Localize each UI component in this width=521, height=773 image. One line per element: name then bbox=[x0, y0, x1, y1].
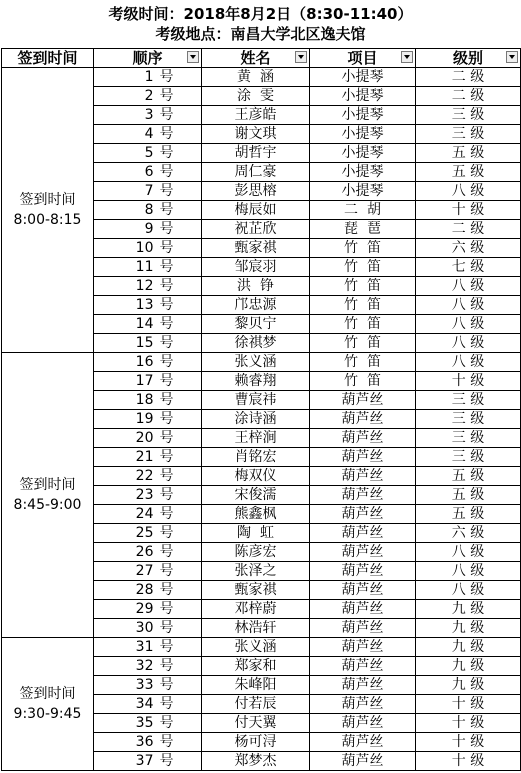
item-cell[interactable]: 二 胡 bbox=[310, 201, 416, 220]
order-number: 28 bbox=[135, 581, 154, 598]
order-cell[interactable] bbox=[94, 467, 202, 486]
exam-schedule-table bbox=[1, 48, 521, 771]
order-number: 24 bbox=[135, 505, 154, 522]
order-suffix: 号 bbox=[159, 87, 174, 104]
name-cell[interactable]: 谢文琪 bbox=[202, 125, 310, 144]
checkin-label: 签到时间 bbox=[19, 686, 76, 702]
order-number: 5 bbox=[144, 144, 154, 161]
name-cell[interactable]: 王彦皓 bbox=[202, 106, 310, 125]
order-number: 11 bbox=[135, 258, 154, 275]
order-number: 9 bbox=[144, 220, 154, 237]
name-cell[interactable]: 邝忠源 bbox=[202, 296, 310, 315]
order-number: 7 bbox=[144, 182, 154, 199]
order-suffix: 号 bbox=[159, 296, 174, 313]
order-suffix: 号 bbox=[159, 125, 174, 142]
order-cell[interactable] bbox=[94, 638, 202, 657]
name-cell[interactable]: 张泽之 bbox=[202, 562, 310, 581]
name-cell[interactable]: 周仁豪 bbox=[202, 163, 310, 182]
order-suffix: 号 bbox=[159, 733, 174, 750]
order-suffix: 号 bbox=[159, 429, 174, 446]
order-cell[interactable] bbox=[94, 125, 202, 144]
order-suffix: 号 bbox=[159, 619, 174, 636]
level-cell[interactable]: 五 级 bbox=[416, 144, 521, 163]
item-cell[interactable]: 葫芦丝 bbox=[310, 467, 416, 486]
order-cell[interactable] bbox=[94, 334, 202, 353]
table-row bbox=[2, 68, 521, 87]
order-suffix: 号 bbox=[159, 657, 174, 674]
name-cell[interactable]: 甄家祺 bbox=[202, 581, 310, 600]
item-cell[interactable]: 葫芦丝 bbox=[310, 657, 416, 676]
level-cell[interactable]: 八 级 bbox=[416, 315, 521, 334]
order-cell[interactable] bbox=[94, 714, 202, 733]
order-suffix: 号 bbox=[159, 467, 174, 484]
item-cell[interactable]: 小提琴 bbox=[310, 163, 416, 182]
name-cell[interactable]: 郑家和 bbox=[202, 657, 310, 676]
order-suffix: 号 bbox=[159, 277, 174, 294]
checkin-label: 签到时间 bbox=[19, 192, 76, 208]
order-cell[interactable] bbox=[94, 239, 202, 258]
level-cell[interactable]: 五 级 bbox=[416, 467, 521, 486]
order-number: 26 bbox=[135, 543, 154, 560]
order-suffix: 号 bbox=[159, 201, 174, 218]
name-cell[interactable]: 郑梦杰 bbox=[202, 752, 310, 771]
order-number: 25 bbox=[135, 524, 154, 541]
level-cell[interactable]: 二 级 bbox=[416, 220, 521, 239]
table-row bbox=[2, 353, 521, 372]
level-cell[interactable]: 十 级 bbox=[416, 714, 521, 733]
order-cell[interactable] bbox=[94, 277, 202, 296]
name-cell[interactable]: 张义涵 bbox=[202, 638, 310, 657]
order-number: 6 bbox=[144, 163, 154, 180]
level-cell[interactable]: 八 级 bbox=[416, 296, 521, 315]
order-suffix: 号 bbox=[159, 562, 174, 579]
level-cell[interactable]: 八 级 bbox=[416, 581, 521, 600]
header-name[interactable]: 姓名 bbox=[202, 49, 310, 68]
name-cell[interactable]: 付若辰 bbox=[202, 695, 310, 714]
order-cell[interactable] bbox=[94, 676, 202, 695]
level-cell[interactable]: 二 级 bbox=[416, 68, 521, 87]
filter-dropdown-icon[interactable] bbox=[295, 51, 307, 63]
item-cell[interactable]: 葫芦丝 bbox=[310, 752, 416, 771]
item-cell[interactable]: 竹 笛 bbox=[310, 315, 416, 334]
order-suffix: 号 bbox=[159, 714, 174, 731]
level-cell[interactable]: 三 级 bbox=[416, 448, 521, 467]
item-cell[interactable]: 葫芦丝 bbox=[310, 543, 416, 562]
name-cell[interactable]: 邹宸羽 bbox=[202, 258, 310, 277]
order-number: 34 bbox=[135, 695, 154, 712]
name-cell[interactable]: 邓梓蔚 bbox=[202, 600, 310, 619]
checkin-time-cell[interactable] bbox=[2, 353, 94, 638]
header-checkin-time: 签到时间 bbox=[2, 49, 94, 68]
order-number: 30 bbox=[135, 619, 154, 636]
order-number: 23 bbox=[135, 486, 154, 503]
order-cell[interactable] bbox=[94, 486, 202, 505]
order-number: 8 bbox=[144, 201, 154, 218]
order-number: 2 bbox=[144, 87, 154, 104]
header-item[interactable]: 项目 bbox=[310, 49, 416, 68]
order-cell[interactable] bbox=[94, 543, 202, 562]
item-cell[interactable]: 葫芦丝 bbox=[310, 695, 416, 714]
order-cell[interactable] bbox=[94, 182, 202, 201]
item-cell[interactable]: 琵 琶 bbox=[310, 220, 416, 239]
order-number: 12 bbox=[135, 277, 154, 294]
item-cell[interactable]: 葫芦丝 bbox=[310, 714, 416, 733]
schedule-header bbox=[0, 0, 521, 48]
order-suffix: 号 bbox=[159, 68, 174, 85]
order-number: 1 bbox=[144, 68, 154, 85]
name-cell[interactable]: 张义涵 bbox=[202, 353, 310, 372]
level-cell[interactable]: 三 级 bbox=[416, 429, 521, 448]
name-cell[interactable]: 洪 铮 bbox=[202, 277, 310, 296]
checkin-window: 8:45-9:00 bbox=[13, 497, 82, 513]
item-cell[interactable]: 小提琴 bbox=[310, 125, 416, 144]
checkin-time-cell[interactable] bbox=[2, 68, 94, 353]
level-cell[interactable]: 五 级 bbox=[416, 505, 521, 524]
name-cell[interactable]: 陶 虹 bbox=[202, 524, 310, 543]
filter-dropdown-icon[interactable] bbox=[506, 51, 518, 63]
exam-time: 考级时间：2018年8月2日（8:30-11:40） bbox=[108, 5, 413, 23]
level-cell[interactable]: 十 级 bbox=[416, 695, 521, 714]
order-suffix: 号 bbox=[159, 410, 174, 427]
order-number: 27 bbox=[135, 562, 154, 579]
name-cell[interactable]: 梅辰如 bbox=[202, 201, 310, 220]
name-cell[interactable]: 杨可浔 bbox=[202, 733, 310, 752]
order-cell[interactable] bbox=[94, 524, 202, 543]
order-suffix: 号 bbox=[159, 391, 174, 408]
item-cell[interactable]: 葫芦丝 bbox=[310, 562, 416, 581]
order-cell[interactable] bbox=[94, 733, 202, 752]
order-suffix: 号 bbox=[159, 372, 174, 389]
item-cell[interactable]: 葫芦丝 bbox=[310, 448, 416, 467]
exam-location: 考级地点：南昌大学北区逸夫馆 bbox=[155, 25, 366, 43]
order-cell[interactable] bbox=[94, 353, 202, 372]
name-cell[interactable]: 熊鑫枫 bbox=[202, 505, 310, 524]
order-cell[interactable] bbox=[94, 410, 202, 429]
name-cell[interactable]: 黎贝宁 bbox=[202, 315, 310, 334]
name-cell[interactable]: 祝芷欣 bbox=[202, 220, 310, 239]
order-suffix: 号 bbox=[159, 182, 174, 199]
checkin-window: 8:00-8:15 bbox=[13, 212, 82, 228]
item-cell[interactable]: 葫芦丝 bbox=[310, 410, 416, 429]
table-row bbox=[2, 638, 521, 657]
order-number: 18 bbox=[135, 391, 154, 408]
order-cell[interactable] bbox=[94, 163, 202, 182]
level-cell[interactable]: 三 级 bbox=[416, 125, 521, 144]
level-cell[interactable]: 三 级 bbox=[416, 391, 521, 410]
level-cell[interactable]: 九 级 bbox=[416, 638, 521, 657]
name-cell[interactable]: 林浩轩 bbox=[202, 619, 310, 638]
item-cell[interactable]: 葫芦丝 bbox=[310, 486, 416, 505]
name-cell[interactable]: 曹宸祎 bbox=[202, 391, 310, 410]
order-number: 22 bbox=[135, 467, 154, 484]
order-cell[interactable] bbox=[94, 505, 202, 524]
level-cell[interactable]: 八 级 bbox=[416, 562, 521, 581]
order-cell[interactable] bbox=[94, 372, 202, 391]
item-cell[interactable]: 葫芦丝 bbox=[310, 429, 416, 448]
order-cell[interactable] bbox=[94, 68, 202, 87]
order-number: 21 bbox=[135, 448, 154, 465]
name-cell[interactable]: 徐祺梦 bbox=[202, 334, 310, 353]
order-number: 3 bbox=[144, 106, 154, 123]
order-cell[interactable] bbox=[94, 600, 202, 619]
name-cell[interactable]: 陈彦宏 bbox=[202, 543, 310, 562]
level-cell[interactable]: 十 级 bbox=[416, 372, 521, 391]
level-cell[interactable]: 八 级 bbox=[416, 543, 521, 562]
order-suffix: 号 bbox=[159, 505, 174, 522]
item-cell[interactable]: 竹 笛 bbox=[310, 258, 416, 277]
order-suffix: 号 bbox=[159, 752, 174, 769]
level-cell[interactable]: 十 级 bbox=[416, 201, 521, 220]
order-cell[interactable] bbox=[94, 201, 202, 220]
item-cell[interactable]: 葫芦丝 bbox=[310, 581, 416, 600]
filter-dropdown-icon[interactable] bbox=[401, 51, 413, 63]
item-cell[interactable]: 竹 笛 bbox=[310, 372, 416, 391]
order-cell[interactable] bbox=[94, 87, 202, 106]
item-cell[interactable]: 葫芦丝 bbox=[310, 733, 416, 752]
level-cell[interactable]: 七 级 bbox=[416, 258, 521, 277]
item-cell[interactable]: 葫芦丝 bbox=[310, 391, 416, 410]
name-cell[interactable]: 涂 雯 bbox=[202, 87, 310, 106]
item-cell[interactable]: 小提琴 bbox=[310, 106, 416, 125]
name-cell[interactable]: 王梓涧 bbox=[202, 429, 310, 448]
checkin-time-cell[interactable] bbox=[2, 638, 94, 771]
level-cell[interactable]: 八 级 bbox=[416, 182, 521, 201]
item-cell[interactable]: 葫芦丝 bbox=[310, 619, 416, 638]
order-cell[interactable] bbox=[94, 391, 202, 410]
level-cell[interactable]: 三 级 bbox=[416, 106, 521, 125]
order-suffix: 号 bbox=[159, 638, 174, 655]
order-number: 37 bbox=[135, 752, 154, 769]
name-cell[interactable]: 胡哲宇 bbox=[202, 144, 310, 163]
order-suffix: 号 bbox=[159, 144, 174, 161]
level-cell[interactable]: 三 级 bbox=[416, 410, 521, 429]
level-cell[interactable]: 九 级 bbox=[416, 657, 521, 676]
checkin-window: 9:30-9:45 bbox=[13, 706, 82, 722]
name-cell[interactable]: 宋俊濡 bbox=[202, 486, 310, 505]
order-number: 16 bbox=[135, 353, 154, 370]
name-cell[interactable]: 涂诗涵 bbox=[202, 410, 310, 429]
level-cell[interactable]: 五 级 bbox=[416, 163, 521, 182]
order-cell[interactable] bbox=[94, 752, 202, 771]
order-suffix: 号 bbox=[159, 239, 174, 256]
item-cell[interactable]: 葫芦丝 bbox=[310, 600, 416, 619]
name-cell[interactable]: 肖铭宏 bbox=[202, 448, 310, 467]
header-order[interactable]: 顺序 bbox=[94, 49, 202, 68]
order-cell[interactable] bbox=[94, 448, 202, 467]
order-suffix: 号 bbox=[159, 106, 174, 123]
order-cell[interactable] bbox=[94, 144, 202, 163]
order-number: 17 bbox=[135, 372, 154, 389]
level-cell[interactable]: 十 级 bbox=[416, 752, 521, 771]
item-cell[interactable]: 小提琴 bbox=[310, 68, 416, 87]
order-cell[interactable] bbox=[94, 220, 202, 239]
level-cell[interactable]: 六 级 bbox=[416, 524, 521, 543]
item-cell[interactable]: 葫芦丝 bbox=[310, 676, 416, 695]
order-number: 15 bbox=[135, 334, 154, 351]
order-number: 31 bbox=[135, 638, 154, 655]
order-suffix: 号 bbox=[159, 258, 174, 275]
order-suffix: 号 bbox=[159, 334, 174, 351]
order-suffix: 号 bbox=[159, 581, 174, 598]
order-number: 29 bbox=[135, 600, 154, 617]
item-cell[interactable]: 葫芦丝 bbox=[310, 638, 416, 657]
name-cell[interactable]: 黄 涵 bbox=[202, 68, 310, 87]
item-cell[interactable]: 小提琴 bbox=[310, 144, 416, 163]
order-suffix: 号 bbox=[159, 315, 174, 332]
level-cell[interactable]: 六 级 bbox=[416, 239, 521, 258]
order-number: 36 bbox=[135, 733, 154, 750]
level-cell[interactable]: 九 级 bbox=[416, 676, 521, 695]
order-cell[interactable] bbox=[94, 106, 202, 125]
order-suffix: 号 bbox=[159, 163, 174, 180]
order-cell[interactable] bbox=[94, 619, 202, 638]
level-cell[interactable]: 五 级 bbox=[416, 486, 521, 505]
table-body bbox=[2, 68, 521, 771]
order-suffix: 号 bbox=[159, 220, 174, 237]
level-cell[interactable]: 十 级 bbox=[416, 733, 521, 752]
item-cell[interactable]: 竹 笛 bbox=[310, 239, 416, 258]
level-cell[interactable]: 八 级 bbox=[416, 334, 521, 353]
order-number: 19 bbox=[135, 410, 154, 427]
item-cell[interactable]: 小提琴 bbox=[310, 182, 416, 201]
order-cell[interactable] bbox=[94, 296, 202, 315]
name-cell[interactable]: 付天翼 bbox=[202, 714, 310, 733]
order-number: 32 bbox=[135, 657, 154, 674]
item-cell[interactable]: 葫芦丝 bbox=[310, 505, 416, 524]
level-cell[interactable]: 八 级 bbox=[416, 277, 521, 296]
order-cell[interactable] bbox=[94, 258, 202, 277]
item-cell[interactable]: 竹 笛 bbox=[310, 277, 416, 296]
item-cell[interactable]: 竹 笛 bbox=[310, 353, 416, 372]
order-suffix: 号 bbox=[159, 448, 174, 465]
name-cell[interactable]: 彭思榕 bbox=[202, 182, 310, 201]
order-suffix: 号 bbox=[159, 353, 174, 370]
name-cell[interactable]: 梅双仪 bbox=[202, 467, 310, 486]
item-cell[interactable]: 竹 笛 bbox=[310, 296, 416, 315]
level-cell[interactable]: 九 级 bbox=[416, 619, 521, 638]
order-number: 35 bbox=[135, 714, 154, 731]
order-suffix: 号 bbox=[159, 543, 174, 560]
order-number: 10 bbox=[135, 239, 154, 256]
header-row bbox=[2, 49, 521, 68]
level-cell[interactable]: 二 级 bbox=[416, 87, 521, 106]
header-level[interactable]: 级别 bbox=[416, 49, 521, 68]
order-cell[interactable] bbox=[94, 315, 202, 334]
name-cell[interactable]: 朱峰阳 bbox=[202, 676, 310, 695]
item-cell[interactable]: 竹 笛 bbox=[310, 334, 416, 353]
filter-dropdown-icon[interactable] bbox=[187, 51, 199, 63]
order-number: 13 bbox=[135, 296, 154, 313]
order-cell[interactable] bbox=[94, 581, 202, 600]
name-cell[interactable]: 赖睿翔 bbox=[202, 372, 310, 391]
item-cell[interactable]: 葫芦丝 bbox=[310, 524, 416, 543]
order-suffix: 号 bbox=[159, 695, 174, 712]
order-cell[interactable] bbox=[94, 657, 202, 676]
order-cell[interactable] bbox=[94, 429, 202, 448]
order-cell[interactable] bbox=[94, 695, 202, 714]
order-suffix: 号 bbox=[159, 524, 174, 541]
order-number: 14 bbox=[135, 315, 154, 332]
order-number: 33 bbox=[135, 676, 154, 693]
order-suffix: 号 bbox=[159, 676, 174, 693]
order-suffix: 号 bbox=[159, 600, 174, 617]
order-suffix: 号 bbox=[159, 486, 174, 503]
item-cell[interactable]: 小提琴 bbox=[310, 87, 416, 106]
order-cell[interactable] bbox=[94, 562, 202, 581]
level-cell[interactable]: 九 级 bbox=[416, 600, 521, 619]
checkin-label: 签到时间 bbox=[19, 477, 76, 493]
order-number: 4 bbox=[144, 125, 154, 142]
level-cell[interactable]: 八 级 bbox=[416, 353, 521, 372]
order-number: 20 bbox=[135, 429, 154, 446]
name-cell[interactable]: 甄家祺 bbox=[202, 239, 310, 258]
